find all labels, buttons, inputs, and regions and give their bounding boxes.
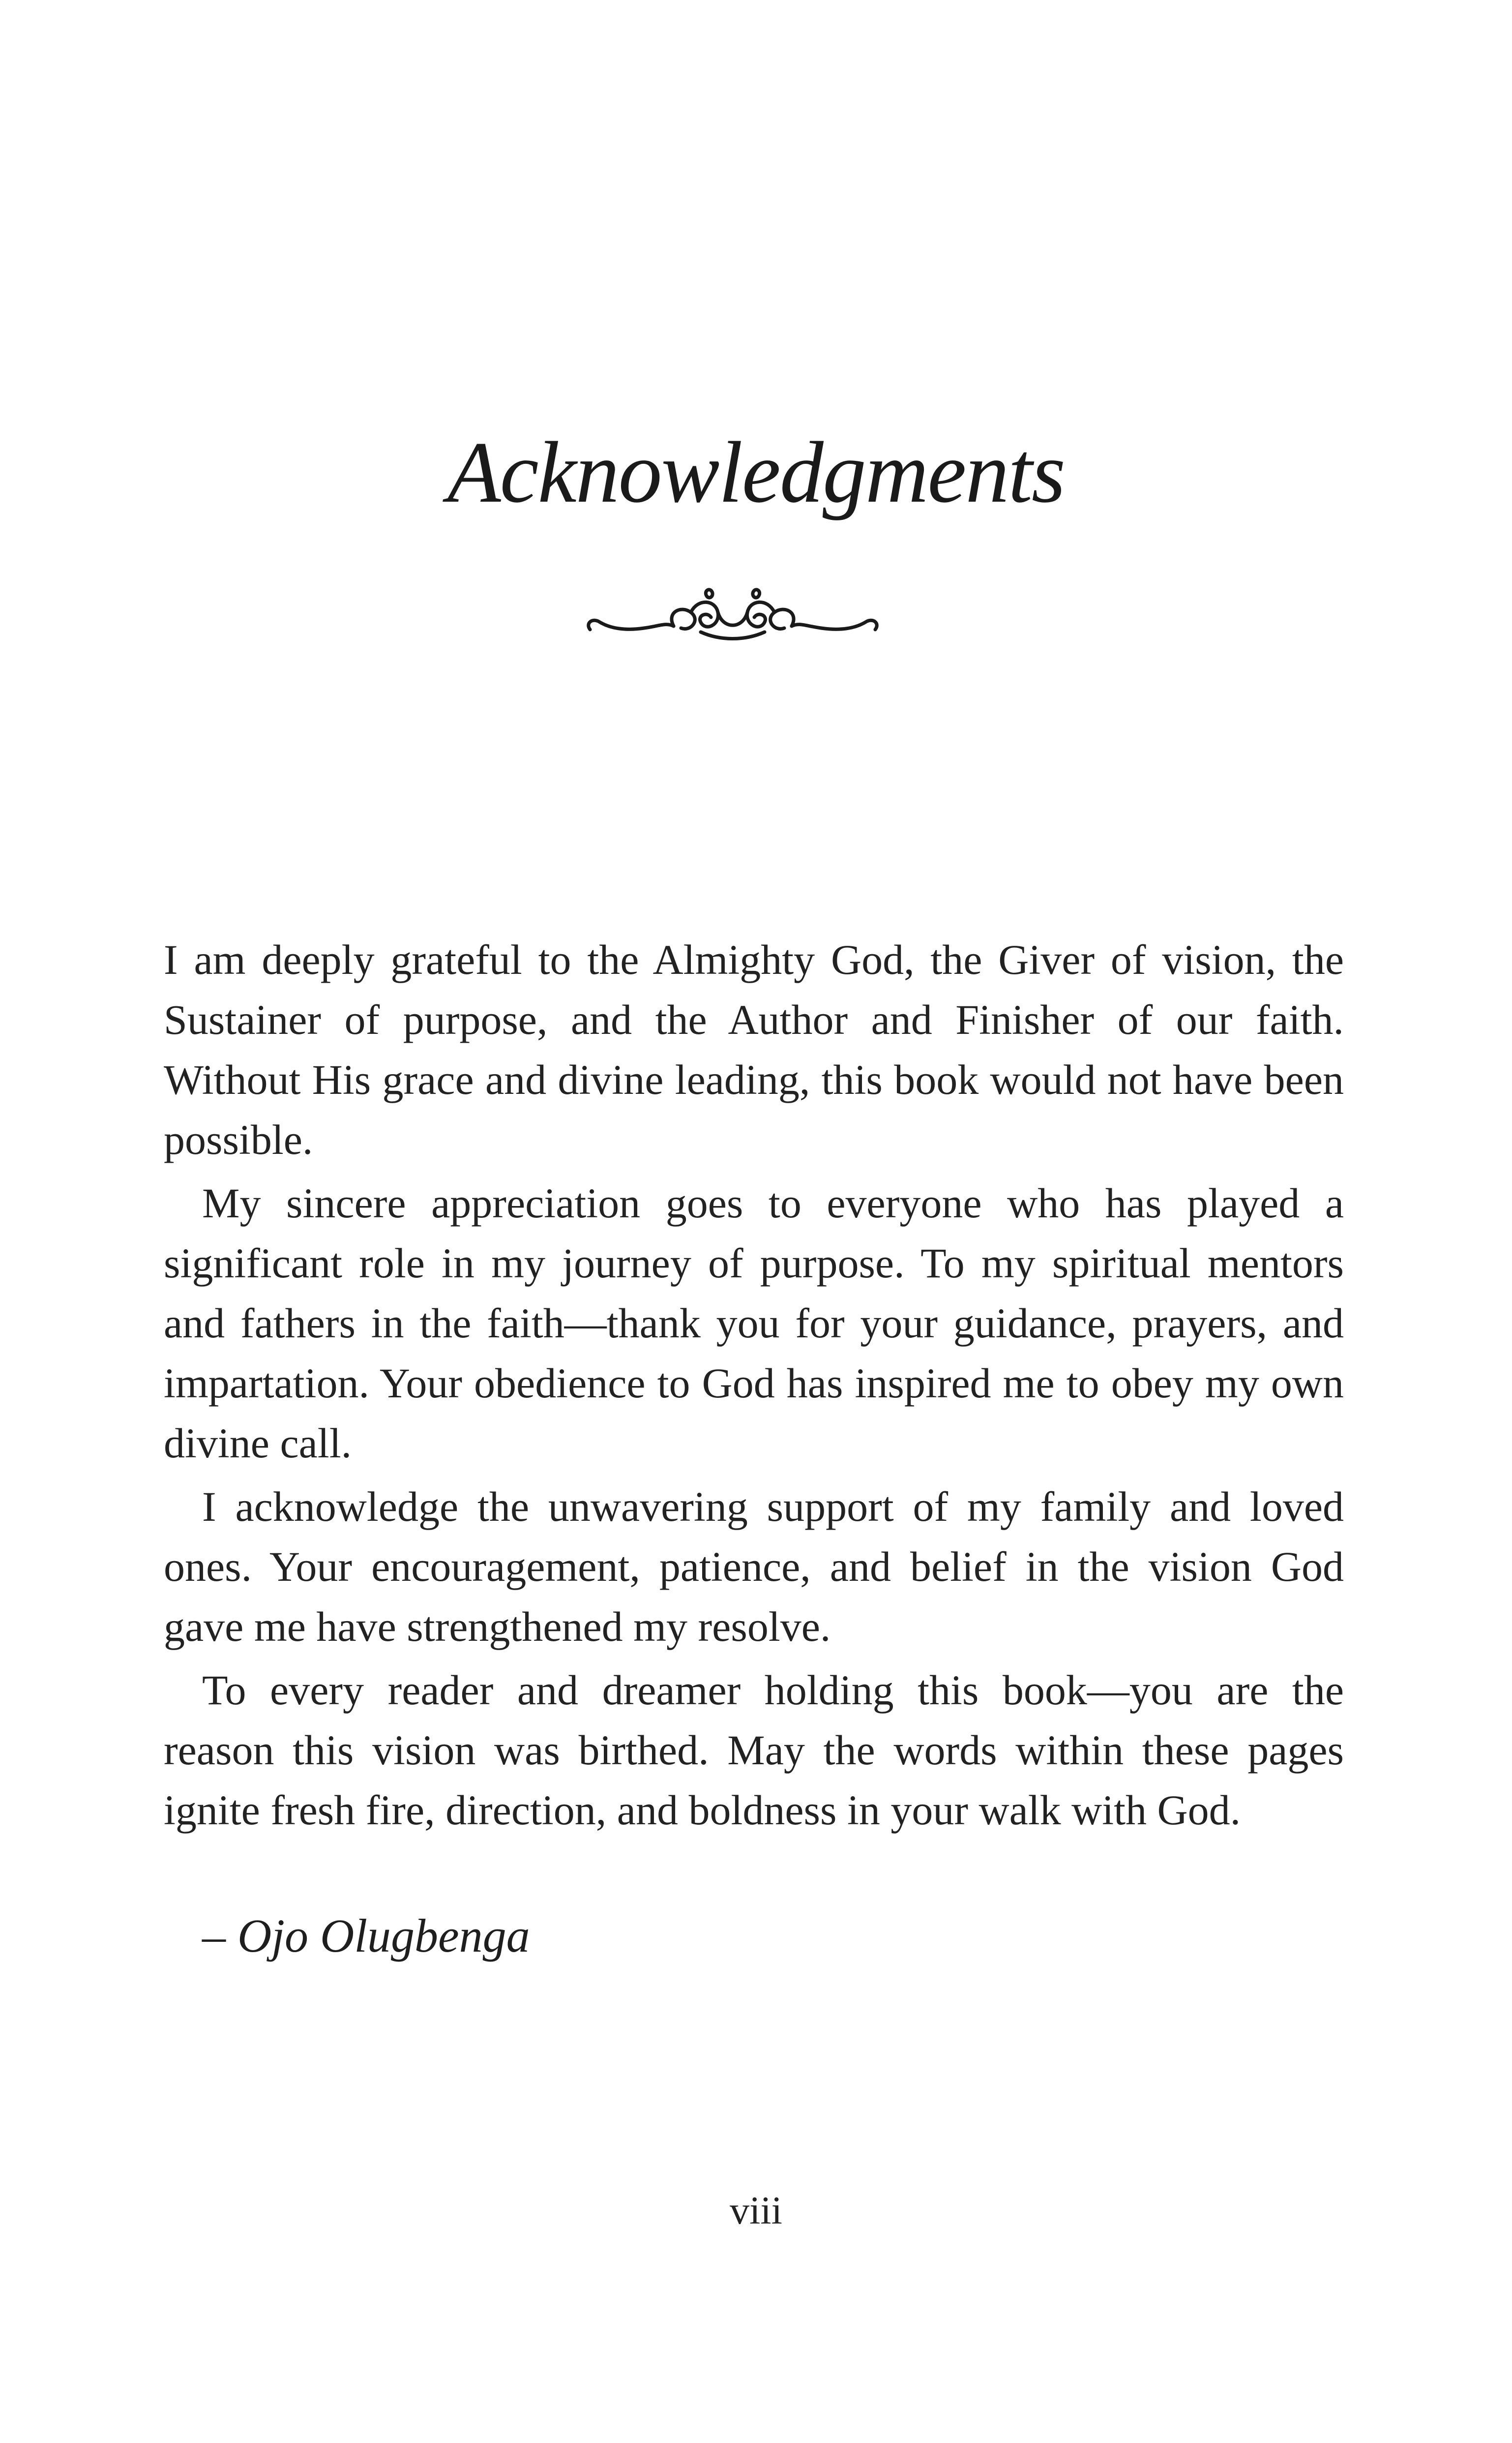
scroll-flourish-ornament-icon <box>580 583 885 657</box>
page-number: viii <box>730 2189 782 2232</box>
acknowledgments-body <box>164 930 1344 1843</box>
paragraph-4: To every reader and dreamer holding this book—you are the reason this vision was birthed. May the words within these pages ignite fresh fire, direction, and boldness in your walk with God. <box>164 1666 1344 1834</box>
page-title: Acknowledgments <box>447 423 1065 521</box>
paragraph-2: My sincere appreciation goes to everyone who has played a significant role in my journey of purpose. To my spiritual mentors and fathers in the faith—thank you for your guidance, prayers, and impartation. Your obedience to God has inspired me to obey my own divine call. <box>164 1179 1344 1467</box>
author-signature: – Ojo Olugbenga <box>202 1909 530 1962</box>
paragraph-3: I acknowledge the unwavering support of my family and loved ones. Your encouragement, patience, and belief in the vision God gave me have strengthened my resolve. <box>164 1483 1344 1650</box>
paragraph-1: I am deeply grateful to the Almighty God, the Giver of vision, the Sustainer of purpose, and the Author and Finisher of our faith. Without His grace and divine leading, this book would not have been possible. <box>164 936 1344 1163</box>
